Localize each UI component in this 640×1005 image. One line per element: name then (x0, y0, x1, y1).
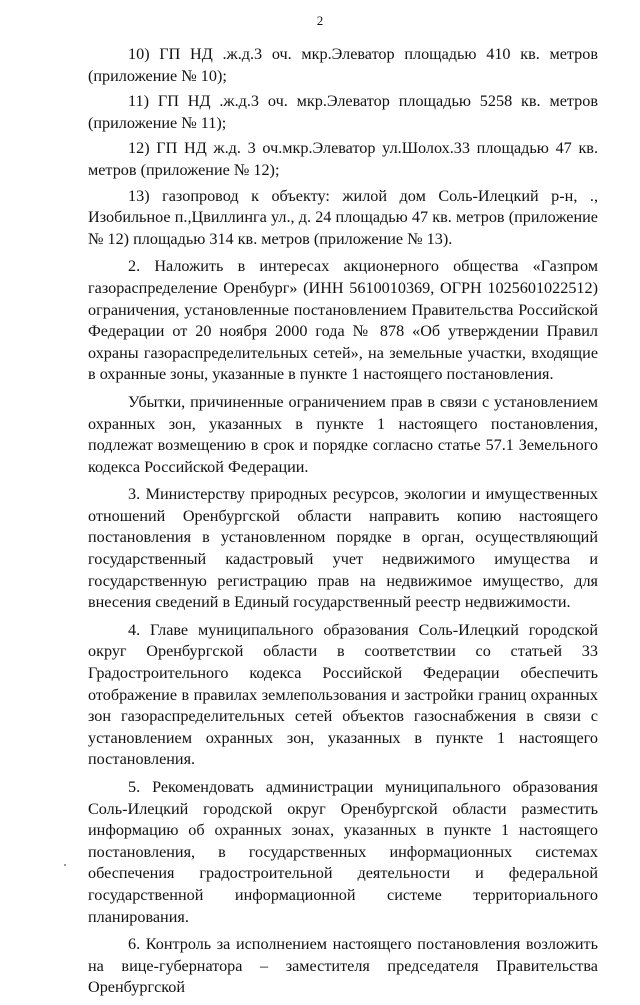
item-12: 12) ГП НД ж.д. 3 оч.мкр.Элеватор ул.Шолох.33 площадью 47 кв. метров (приложение № 12); (88, 139, 598, 179)
clause-3: 3. Министерству природных ресурсов, экологии и имущественных отношений Оренбургской области направить копию настоящего постановления в установленном порядке в орган, осуществляющий государственный кадастровый учет недвижимого имущества и государственную регистрацию прав на недвижимое имущество, для внесения сведений в Единый государственный реестр недвижимости. (88, 485, 598, 612)
document-body (88, 44, 598, 1005)
item-10: 10) ГП НД .ж.д.3 оч. мкр.Элеватор площадью 410 кв. метров (приложение № 10); (88, 45, 598, 85)
scan-speck (64, 864, 66, 866)
clause-2: 2. Наложить в интересах акционерного общества «Газпром газораспределение Оренбург» (ИНН 5610010369, ОГРН 1025601022512) ограничения, установленные постановлением Правительства Российской Федерации от 20 ноября 2000 года № 878 «Об утверждении Правил охраны газораспределительных сетей», на земельные участки, входящие в охранные зоны, указанные в пункте 1 настоящего постановления. (88, 257, 598, 384)
page-number: 2 (316, 13, 324, 28)
clause-2-losses: Убытки, причиненные ограничением прав в связи с установлением охранных зон, указанных в пункте 1 настоящего постановления, подлежат возмещению в срок и порядке согласно статье 57.1 Земельного кодекса Российской Федерации. (88, 392, 598, 476)
clause-4: 4. Главе муниципального образования Соль-Илецкий городской округ Оренбургской области в соответствии со статьей 33 Градостроительного кодекса Российской Федерации обеспечить отображение в правилах землепользования и застройки границ охранных зон газораспределительных сетей объектов газоснабжения в связи с установлением охранных зон, указанных в пункте 1 настоящего постановления. (88, 620, 598, 769)
clause-5: 5. Рекомендовать администрации муниципального образования Соль-Илецкий городской округ Оренбургской области разместить информацию об охранных зонах, указанных в пункте 1 настоящего постановления, в государственных информационных системах обеспечения градостроительной деятельности и федеральной государственной информационной системе территориального планирования. (88, 778, 598, 926)
clause-6: 6. Контроль за исполнением настоящего постановления возложить на вице-губернатора – заместителя председателя Правительства Оренбургской (88, 935, 598, 997)
item-13: 13) газопровод к объекту: жилой дом Соль-Илецкий р-н, ., Изобильное п.,Цвиллинга ул., д. 24 площадью 47 кв. метров (приложение № 12) площадью 314 кв. метров (приложение № 13). (88, 186, 598, 248)
item-11: 11) ГП НД .ж.д.3 оч. мкр.Элеватор площадью 5258 кв. метров (приложение № 11); (88, 92, 598, 132)
